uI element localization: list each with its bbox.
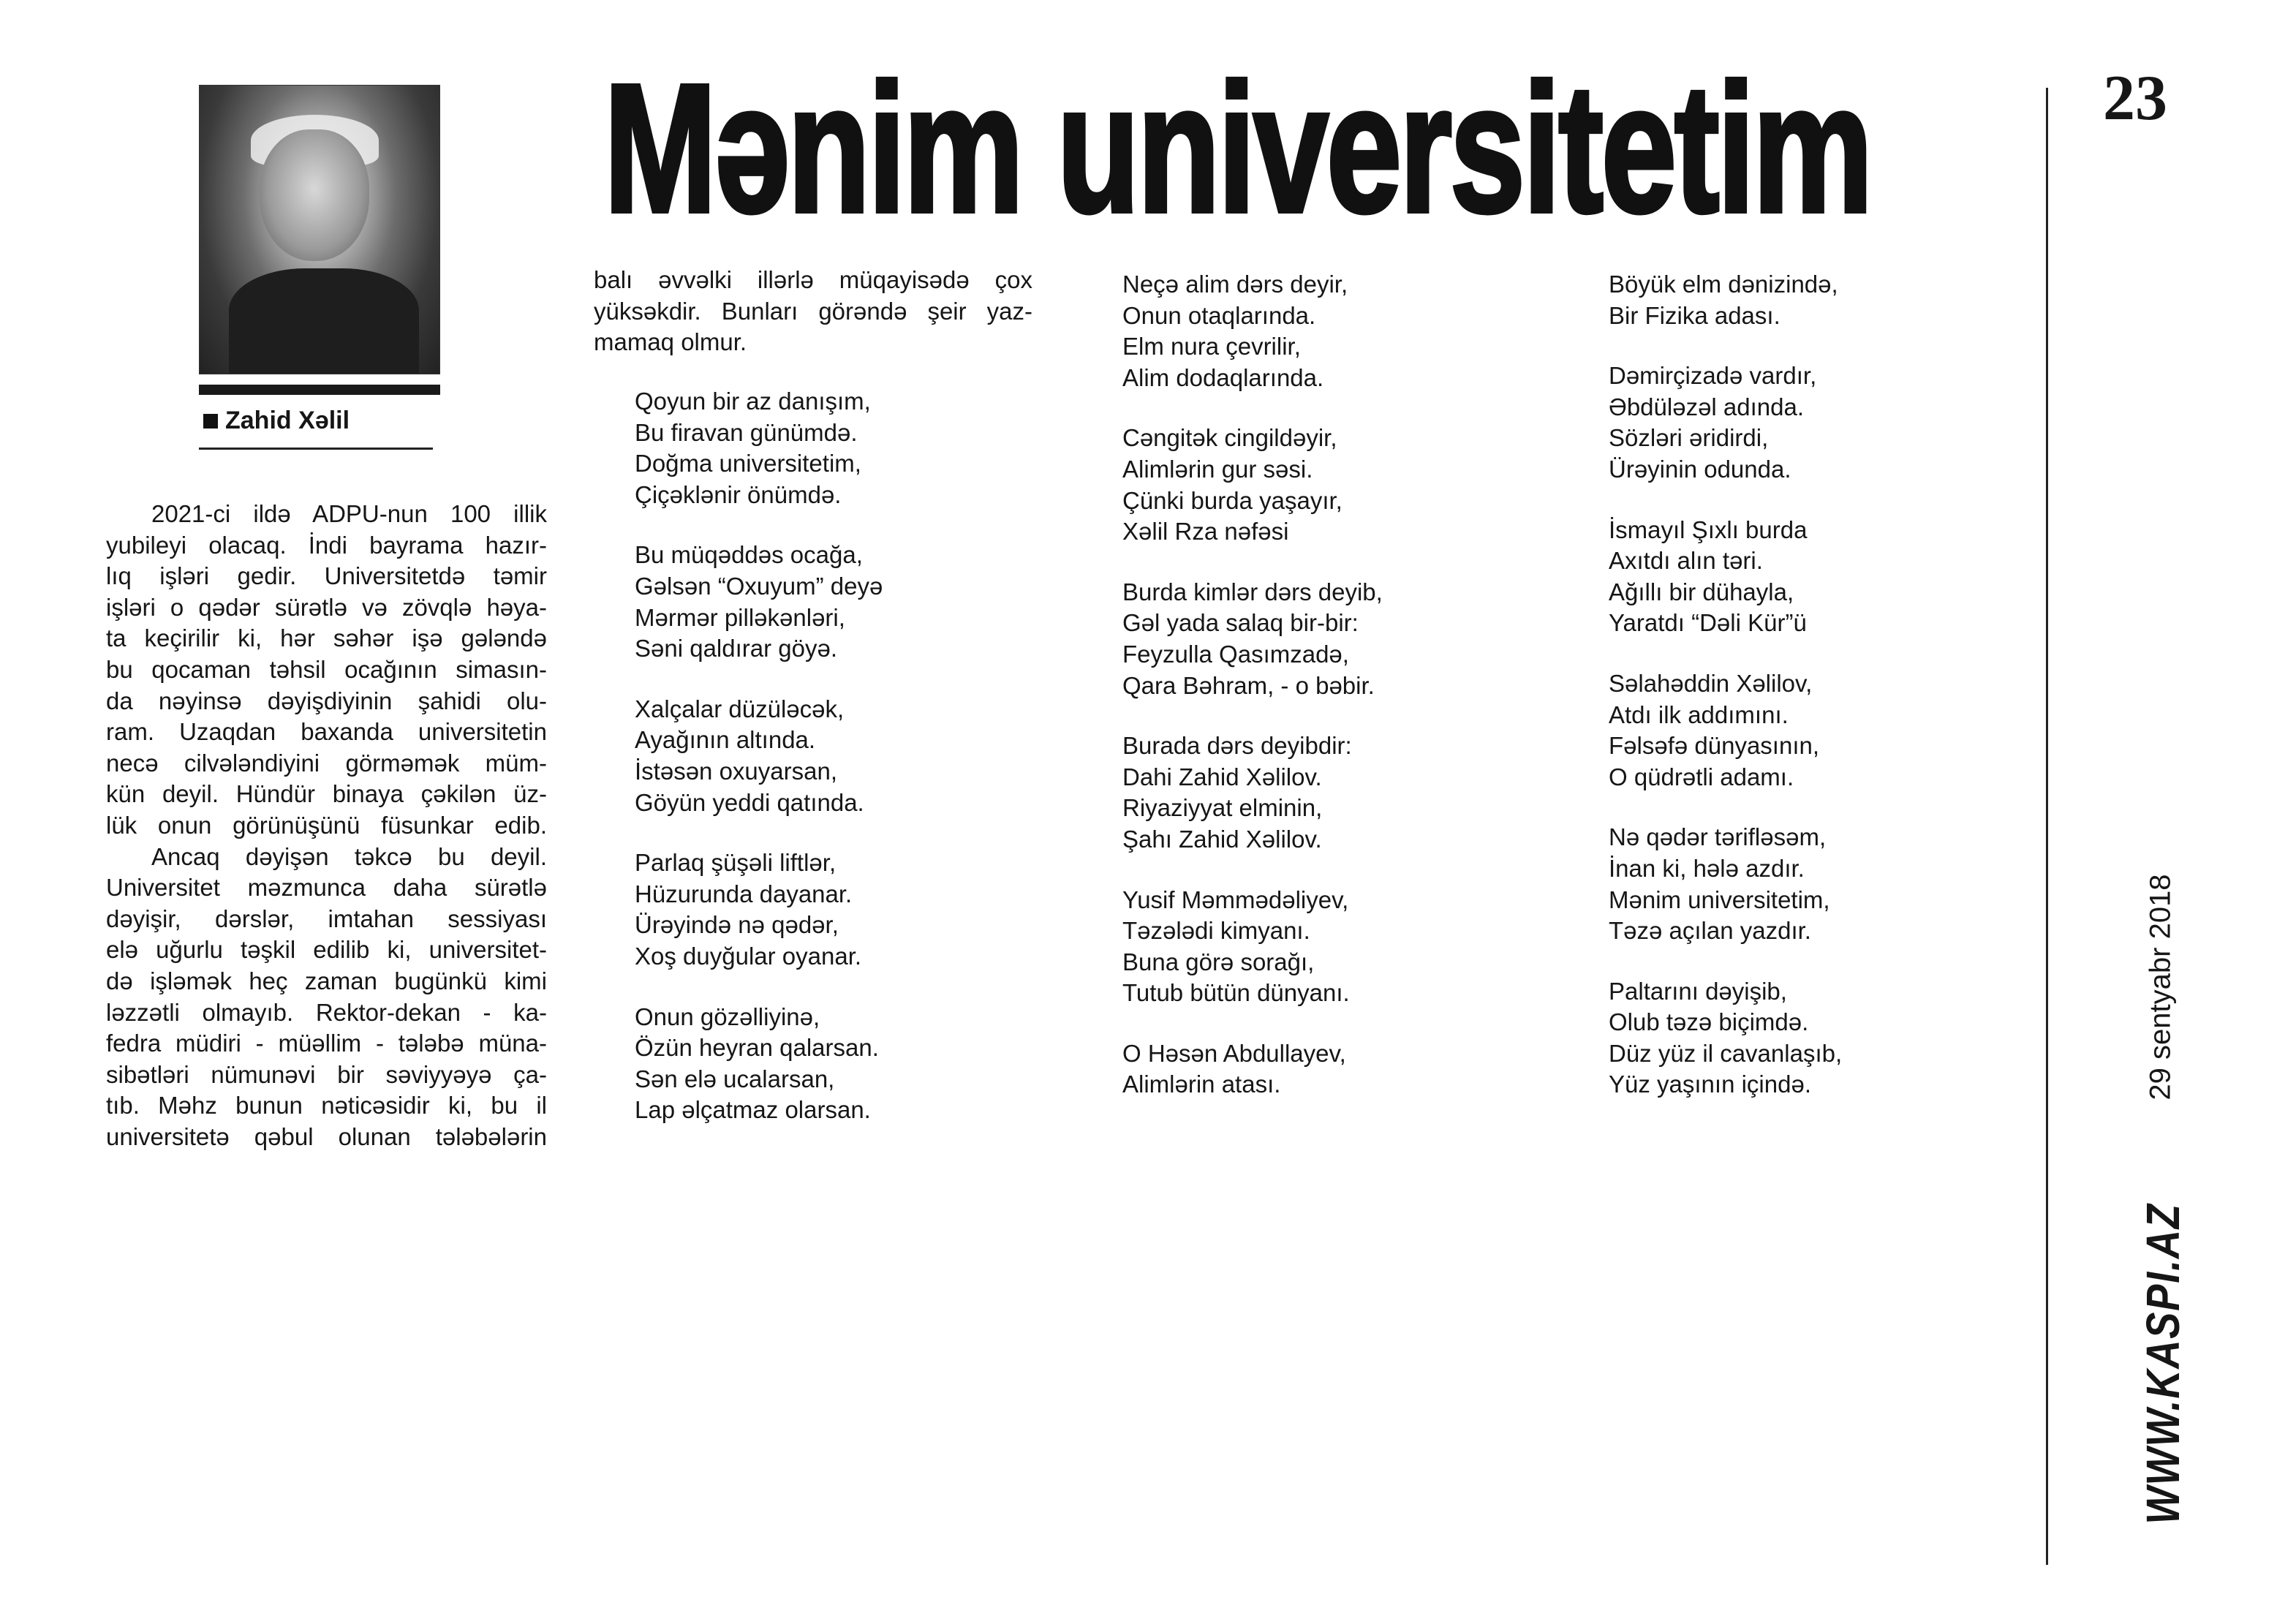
poem-line: Yaratdı “Dəli Kür”ü bbox=[1609, 609, 1807, 637]
byline-divider bbox=[199, 448, 433, 450]
text-line: ləzzətli olmayıb. Rektor-dekan - ka- bbox=[106, 998, 547, 1026]
poem-stanza bbox=[1609, 976, 1842, 1100]
poem-column-2 bbox=[635, 386, 883, 1155]
text-line: Universitet məzmunca daha sürətlə bbox=[106, 874, 547, 902]
poem-line: İnan ki, hələ azdır. bbox=[1609, 854, 1805, 882]
photo-face bbox=[260, 129, 369, 261]
poem-line: Sən elə ucalarsan, bbox=[635, 1065, 835, 1092]
poem-stanza bbox=[1122, 1038, 1383, 1100]
poem-stanza bbox=[1609, 668, 1842, 793]
text-line: yüksəkdir. Bunları görəndə şeir yaz- bbox=[594, 297, 1032, 325]
poem-line: Axıtdı alın təri. bbox=[1609, 547, 1763, 575]
poem-column-3 bbox=[1122, 269, 1383, 1130]
poem-line: Onun gözəlliyinə, bbox=[635, 1003, 820, 1030]
poem-stanza bbox=[1122, 269, 1383, 393]
poem-line: Bu firavan günümdə. bbox=[635, 418, 858, 446]
poem-line: Hüzurunda dayanar. bbox=[635, 880, 853, 907]
poem-line: Neçə alim dərs deyir, bbox=[1122, 271, 1348, 298]
poem-stanza bbox=[635, 694, 883, 818]
author-photo bbox=[199, 85, 440, 374]
poem-line: Onun otaqlarında. bbox=[1122, 301, 1316, 329]
text-line: yubileyi olacaq. İndi bayrama hazır- bbox=[106, 531, 547, 559]
text-line: Ancaq dəyişən təkcə bu deyil. bbox=[151, 842, 547, 870]
text-line: elə uğurlu təşkil edilib ki, universitet- bbox=[106, 936, 547, 964]
poem-line: Burada dərs deyibdir: bbox=[1122, 732, 1352, 760]
text-line: fedra müdiri - müəllim - tələbə müna- bbox=[106, 1030, 547, 1057]
poem-line: Atdı ilk addımını. bbox=[1609, 701, 1789, 728]
text-line: sibətləri nümunəvi bir səviyyəyə ça- bbox=[106, 1060, 547, 1088]
poem-line: Buna görə sorağı, bbox=[1122, 948, 1315, 975]
text-line: kün deyil. Hündür binaya çəkilən üz- bbox=[106, 780, 547, 808]
poem-stanza bbox=[635, 540, 883, 664]
poem-line: Parlaq şüşəli liftlər, bbox=[635, 849, 837, 877]
poem-line: Cəngitək cingildəyir, bbox=[1122, 424, 1337, 452]
poem-stanza bbox=[1609, 515, 1842, 639]
text-line: necə cilvələndiyini görməmək müm- bbox=[106, 749, 547, 777]
poem-line: Təzələdi kimyanı. bbox=[1122, 917, 1310, 945]
text-line: ram. Uzaqdan baxanda universitetin bbox=[106, 718, 547, 746]
author-name: Zahid Xəlil bbox=[225, 407, 350, 434]
poem-stanza bbox=[635, 847, 883, 972]
poem-line: Düz yüz il cavanlaşıb, bbox=[1609, 1039, 1843, 1067]
poem-line: Bir Fizika adası. bbox=[1609, 301, 1780, 329]
poem-line: Göyün yeddi qatında. bbox=[635, 788, 864, 816]
text-line: dəyişir, dərslər, imtahan sessiyası bbox=[106, 905, 547, 932]
poem-line: Nə qədər tərifləsəm, bbox=[1609, 823, 1827, 851]
poem-line: Qara Bəhram, - o bəbir. bbox=[1122, 671, 1375, 699]
poem-line: Əbdüləzəl adında. bbox=[1609, 393, 1805, 420]
poem-stanza bbox=[1609, 360, 1842, 485]
text-line: balı əvvəlki illərlə müqayisədə çox bbox=[594, 266, 1032, 293]
issue-date: 29 sentyabr 2018 bbox=[2144, 874, 2177, 1100]
byline bbox=[203, 407, 350, 435]
poem-line: Mərmər pilləkənləri, bbox=[635, 603, 845, 631]
poem-line: Alimlərin gur səsi. bbox=[1122, 455, 1313, 483]
poem-line: İsmayıl Şıxlı burda bbox=[1609, 516, 1808, 543]
square-bullet-icon bbox=[203, 414, 218, 428]
photo-body bbox=[229, 268, 419, 374]
article-column-2-intro bbox=[594, 265, 1032, 358]
poem-line: Olub təzə biçimdə. bbox=[1609, 1008, 1809, 1036]
website-url: WWW.KASPI.AZ bbox=[2137, 1203, 2189, 1525]
poem-line: Dahi Zahid Xəlilov. bbox=[1122, 763, 1322, 790]
text-line: tıb. Məhz bunun nəticəsidir ki, bu il bbox=[106, 1092, 547, 1120]
poem-line: Özün heyran qalarsan. bbox=[635, 1034, 879, 1062]
text-line: mamaq olmur. bbox=[594, 328, 747, 356]
poem-stanza bbox=[1122, 577, 1383, 701]
text-line: da nəyinsə dəyişdiyinin şahidi olu- bbox=[106, 687, 547, 714]
text-line: işləri o qədər sürətlə və zövqlə həya- bbox=[106, 593, 547, 621]
poem-line: İstəsən oxuyarsan, bbox=[635, 757, 837, 785]
poem-line: Doğma universitetim, bbox=[635, 450, 861, 477]
poem-line: Sözləri əridirdi, bbox=[1609, 424, 1769, 452]
article-title: Mənim universitetim bbox=[604, 46, 1871, 250]
poem-stanza bbox=[1122, 423, 1383, 547]
poem-line: O qüdrətli adamı. bbox=[1609, 763, 1794, 790]
poem-line: Xalçalar düzüləcək, bbox=[635, 695, 845, 722]
poem-line: Xoş duyğular oyanar. bbox=[635, 942, 862, 970]
text-line: ta keçirilir ki, hər səhər işə gələndə bbox=[106, 624, 547, 652]
poem-line: Paltarını dəyişib, bbox=[1609, 977, 1787, 1005]
poem-line: O Həsən Abdullayev, bbox=[1122, 1039, 1346, 1067]
poem-line: Səlahəddin Xəlilov, bbox=[1609, 669, 1813, 697]
poem-line: Çiçəklənir önümdə. bbox=[635, 480, 842, 508]
poem-line: Qoyun bir az danışım, bbox=[635, 388, 871, 415]
poem-line: Şahı Zahid Xəlilov. bbox=[1122, 825, 1322, 853]
poem-stanza bbox=[635, 386, 883, 510]
poem-line: Ürəyinin odunda. bbox=[1609, 455, 1791, 483]
column-divider bbox=[2046, 88, 2048, 1565]
text-line: bu qocaman təhsil ocağının simasın- bbox=[106, 655, 547, 683]
poem-line: Tutub bütün dünyanı. bbox=[1122, 979, 1350, 1007]
poem-line: Xəlil Rza nəfəsi bbox=[1122, 518, 1289, 545]
text-line: lük onun görünüşünü füsunkar edib. bbox=[106, 811, 547, 839]
poem-line: Yüz yaşının içində. bbox=[1609, 1071, 1811, 1098]
text-line: universitetə qəbul olunan tələbələrin bbox=[106, 1122, 547, 1150]
text-line: lıq işləri gedir. Universitetdə təmir bbox=[106, 562, 547, 590]
poem-line: Burda kimlər dərs deyib, bbox=[1122, 578, 1383, 605]
poem-line: Fəlsəfə dünyasının, bbox=[1609, 732, 1820, 760]
poem-line: Ayağının altında. bbox=[635, 726, 816, 754]
poem-stanza bbox=[1122, 730, 1383, 855]
poem-line: Feyzulla Qasımzadə, bbox=[1122, 640, 1349, 668]
poem-line: Böyük elm dənizində, bbox=[1609, 271, 1838, 298]
poem-line: Alimlərin atası. bbox=[1122, 1071, 1281, 1098]
poem-line: Gəl yada salaq bir-bir: bbox=[1122, 609, 1359, 637]
poem-line: Ağıllı bir dühayla, bbox=[1609, 578, 1794, 605]
page-number: 23 bbox=[2103, 63, 2167, 134]
poem-line: Dəmirçizadə vardır, bbox=[1609, 362, 1817, 390]
text-line: də işləmək heç zaman bugünkü kimi bbox=[106, 967, 547, 994]
poem-line: Mənim universitetim, bbox=[1609, 886, 1830, 913]
article-column-1 bbox=[106, 499, 547, 1152]
poem-line: Lap əlçatmaz olarsan. bbox=[635, 1096, 871, 1124]
poem-line: Riyaziyyat elminin, bbox=[1122, 794, 1323, 822]
poem-line: Səni qaldırar göyə. bbox=[635, 635, 838, 662]
poem-line: Yusif Məmmədəliyev, bbox=[1122, 886, 1349, 913]
poem-stanza bbox=[1122, 885, 1383, 1009]
poem-stanza bbox=[1609, 822, 1842, 946]
poem-line: Ürəyində nə qədər, bbox=[635, 911, 839, 939]
poem-column-4 bbox=[1609, 269, 1842, 1130]
poem-line: Gəlsən “Oxuyum” deyə bbox=[635, 572, 883, 600]
photo-caption-bar bbox=[199, 385, 440, 395]
poem-line: Alim dodaqlarında. bbox=[1122, 363, 1324, 391]
poem-stanza bbox=[635, 1002, 883, 1126]
poem-line: Elm nura çevrilir, bbox=[1122, 333, 1301, 360]
poem-line: Çünki burda yaşayır, bbox=[1122, 486, 1343, 514]
poem-line: Bu müqəddəs ocağa, bbox=[635, 541, 863, 569]
text-line: 2021-ci ildə ADPU-nun 100 illik bbox=[151, 500, 547, 527]
poem-line: Təzə açılan yazdır. bbox=[1609, 917, 1811, 945]
poem-stanza bbox=[1609, 269, 1842, 331]
